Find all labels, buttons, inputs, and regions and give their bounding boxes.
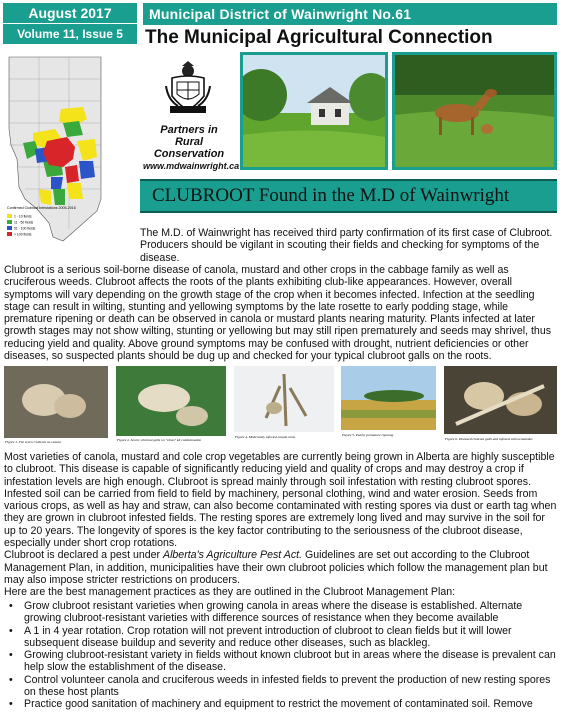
photo-infected-roots (234, 366, 334, 439)
article-paragraph-practices: Here are the best management practices as they are outlined in the Clubroot Management Plan: (4, 586, 456, 599)
municipality-name: Municipal District of Wainwright No.61 (143, 3, 557, 25)
photo-diseased-galls (444, 366, 557, 441)
slogan: Partners in Rural Conservation www.mdwainwright.ca (143, 124, 240, 171)
list-item: • A 1 in 4 year rotation. Crop rotation will not prevent introduction of clubroot to clean fields but it will lower subsequent disease buildup and severity and reduce other diseases, such as blackleg. (9, 624, 512, 649)
article-headline: CLUBROOT Found in the M.D of Wainwright (140, 179, 557, 213)
bullet-icon: • (9, 624, 13, 637)
svg-text:Figure 5. Patchy premature rip: Figure 5. Patchy premature ripening (342, 433, 394, 437)
bullet-icon: • (9, 649, 13, 662)
map-legend-title: Confirmed Clubroot Infestations 2005-2016 (7, 206, 76, 210)
bullet-icon: • (9, 600, 13, 612)
svg-text:Figure 1. The seven Clubroot o: Figure 1. The seven Clubroot on canola (5, 440, 61, 444)
photo-galls (4, 366, 108, 444)
article-intro: The M.D. of Wainwright has received third party confirmation of its first case of Clubroot. Producers should be vigilant in scouting their fields and checking for symptoms of the disease. (140, 227, 553, 264)
bullet-icon: • (9, 673, 13, 686)
md-crest-logo (160, 60, 216, 116)
svg-text:Figure 6. Diseased clubroot ga: Figure 6. Diseased clubroot galls and infested with nematodes (445, 437, 533, 441)
article-body (4, 451, 557, 599)
clubroot-photo-strip (4, 366, 557, 446)
article-paragraph-pest-act: Clubroot is declared a pest under Alberta's Agriculture Pest Act. Guidelines are set out according to the Clubroot Management Plan, in addition, municipalities have their own clubroot policies which follow the management plan but may also impose stricter restrictions on producers. (4, 549, 548, 586)
list-item: • Practice good sanitation of machinery and equipment to restrict the movement of contaminated soil. Remove (9, 698, 533, 711)
farmhouse-photo (240, 52, 388, 170)
clubroot-map (3, 49, 137, 249)
svg-text:51 - 100 fields: 51 - 100 fields (14, 226, 36, 231)
website-link[interactable]: www.mdwainwright.ca (143, 161, 240, 171)
photo-severe-galls (116, 366, 226, 442)
list-item: • Control volunteer canola and cruciferous weeds in infested fields to prevent the production of new resting spores on these host plants (9, 673, 551, 699)
bullet-icon: • (9, 698, 13, 711)
svg-text:> 100 fields: > 100 fields (14, 232, 32, 237)
issue-volume: Volume 11, Issue 5 (3, 24, 137, 44)
list-item: • Grow clubroot resistant varieties when growing canola in areas where the disease is established. Alternate growing clubroot-resistant varieties with difference sources of resistance when they become available (9, 600, 523, 625)
article-paragraph-spread: Most varieties of canola, mustard and cole crop vegetables are currently being grown in Alberta are highly susceptible to clubroot. This disease is capable of significantly reducing yield and quality of crops and may destroy a crop if infestation levels are high enough. Clubroot is spread mainly through soil infestation with resting clubroot spores. Infested soil can be carried from field to field by machinery, personal clothing, wind and water erosion. Seeds from various crops, as well as hay and straw, can also become contaminated with resting spores via dust or earth tag when they are grown in clubroot infested fields. The resting spores are extremely long lived and may survive in the soil for up to 20 years. The longevity of spores is the key factor contributing to the seriousness of the clubroot disease, especially under short crop rotations. (4, 451, 557, 550)
article-paragraph-disease: Clubroot is a serious soil-borne disease of canola, mustard and other crops in the cabbage family as well as cruciferous weeds. Clubroot affects the roots of the plants exhibiting club-like appearances. However, overall symptoms will vary depending on the growth stage of the crop when it becomes infected. Infection at the seedling stage can result in wilting, stunting and yellowing symptoms by the late rosette to early podding stage, while premature ripening or death can be observed in canola or mustard plants nearing maturity. Plants infected at later growth stages may not show wilting, stunting or yellowing but may still ripen prematurely and seeds may shrivel, thus reducing yield and quality. Above ground symptoms may be confused with drought, nutrient deficiencies or other diseases, so suspected plants should be dug up and checked for your typical clubroot galls on the roots. (4, 264, 552, 363)
deer-photo (392, 52, 557, 170)
svg-text:1 - 10 fields: 1 - 10 fields (14, 214, 32, 219)
newsletter-title: The Municipal Agricultural Connection (145, 27, 493, 48)
svg-text:11 - 50 fields: 11 - 50 fields (14, 220, 34, 225)
svg-text:Figure 2. Severe clubroot gall: Figure 2. Severe clubroot galls on "clean" kit condemnation (117, 438, 202, 442)
issue-date: August 2017 (3, 3, 137, 23)
management-practices-list (4, 600, 557, 711)
svg-text:Figure 4. Moderately infected: Figure 4. Moderately infected canola roots (235, 435, 296, 439)
photo-field-patch (341, 366, 436, 437)
list-item: • Growing clubroot-resistant variety in fields without known clubroot but in areas where the disease is prevalent can help slow the establishment of the disease. (9, 649, 556, 674)
